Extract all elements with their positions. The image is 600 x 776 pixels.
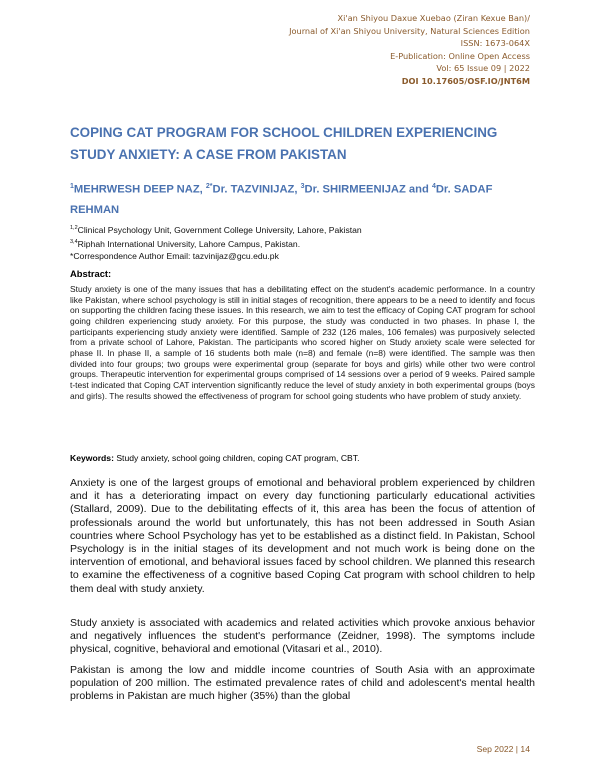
author-list [70,177,540,220]
keywords [70,453,540,463]
affiliation-2-text: Riphah International University, Lahore Campus, Pakistan. [77,238,301,249]
journal-issn: ISSN: 1673-064X [460,38,530,48]
keywords-label: Keywords: [70,453,114,463]
journal-doi: DOI 10.17605/OSF.IO/JNT6M [401,75,530,86]
affiliation-2 [70,236,540,250]
paper-title: COPING CAT PROGRAM FOR SCHOOL CHILDREN EXPERIENCING STUDY ANXIETY: A CASE FROM PAKISTAN [70,125,498,162]
author-2-marker: 2* [205,183,213,190]
journal-english-name: Journal of Xi'an Shiyou University, Natural Sciences Edition [289,25,530,36]
page-footer: Sep 2022 | 14 [476,744,530,754]
affiliations [70,222,540,262]
author-1-name: MEHRWESH DEEP NAZ, [73,183,206,196]
body-paragraph-1: Anxiety is one of the largest groups of emotional and behavioral problem experienced by children and it has a deteriorating impact on every day functioning particularly educational activities (Stallard, 2009). Due to the debilitating effects of it, this area has been the focus of attention of professionals around the world but unfortunately, this has not been addressed in South Asian countries where School Psychology has yet to be established as a distinct field. In Pakistan, School Psychology is in the initial stages of its development and not much work is being done on the intervention of emotional, and behavioral issues faced by school children. We planned this research to examine the effectiveness of a cognitive based Coping Cat program with school children to help them deal with study anxiety. [70,477,535,595]
body-paragraph-2: Study anxiety is associated with academics and related activities which provoke anxious behavior and negatively influences the student's performance (Zeidner, 1998). The symptoms include physical, cognitive, behavioral and emotional (Vitasari et al., 2010). [70,617,535,656]
affiliation-1-text: Clinical Psychology Unit, Government College University, Lahore, Pakistan [77,224,362,235]
body-paragraph-3: Pakistan is among the low and middle income countries of South Asia with an approximate population of 200 million. The estimated prevalence rates of child and adolescent's mental health problems in Pakistan are much higher (35%) than the global [70,664,535,703]
journal-volume: Vol: 65 Issue 09 | 2022 [436,63,530,73]
journal-publication: E-Publication: Online Open Access [390,50,530,61]
keywords-text: Study anxiety, school going children, coping CAT program, CBT. [113,453,360,463]
affiliation-1 [70,222,540,236]
affiliation-1-marker: 1,2 [70,225,78,231]
author-4-marker: 4 [431,183,436,190]
abstract-text: Study anxiety is one of the many issues that has a debilitating effect on the student's academic performance. In a country like Pakistan, where school psychology is still in initial stages of recognition, there appears to be a need to identify and focus on supporting the children facing these issues. In this research, we aim to test the efficacy of Coping CAT program for school going children experiencing study anxiety. For this purpose, the study was conducted in two phases. In phase I, the participants experiencing study anxiety were identified. Sample of 232 (126 males, 106 females) was purposively selected from a private school of Lahore, Pakistan. The participants who scored higher on Study anxiety scale were selected for phase II. In phase II, a sample of 16 students both male (n=8) and female (n=8) were identified. The sample was then divided into four groups; two groups were experimental group (separate for boys and girls) while other two were control groups. Therapeutic intervention for experimental groups comprised of 14 sessions over a period of 9 weeks. Paired sample t-test indicated that Coping CAT intervention significantly reduce the level of study anxiety in both experimental groups (boys and girls). The results showed the effectiveness of program for school going students who have problem of study anxiety. [70,284,535,401]
journal-header [170,12,530,87]
author-3-marker: 3 [300,183,305,190]
author-3-name: Dr. SHIRMEENIJAZ and [304,183,432,196]
abstract-heading: Abstract: [70,268,112,279]
affiliation-2-marker: 3,4 [70,238,78,245]
author-2-name: Dr. TAZVINIJAZ, [212,183,301,196]
corresponding-author: *Correspondence Author Email: tazvinijaz@gcu.edu.pk [70,250,279,261]
author-1-marker: 1 [70,183,74,190]
journal-native-name: Xi'an Shiyou Daxue Xuebao (Ziran Kexue Ban)/ [337,13,530,23]
author-4-name: Dr. SADAF REHMAN [70,183,493,216]
